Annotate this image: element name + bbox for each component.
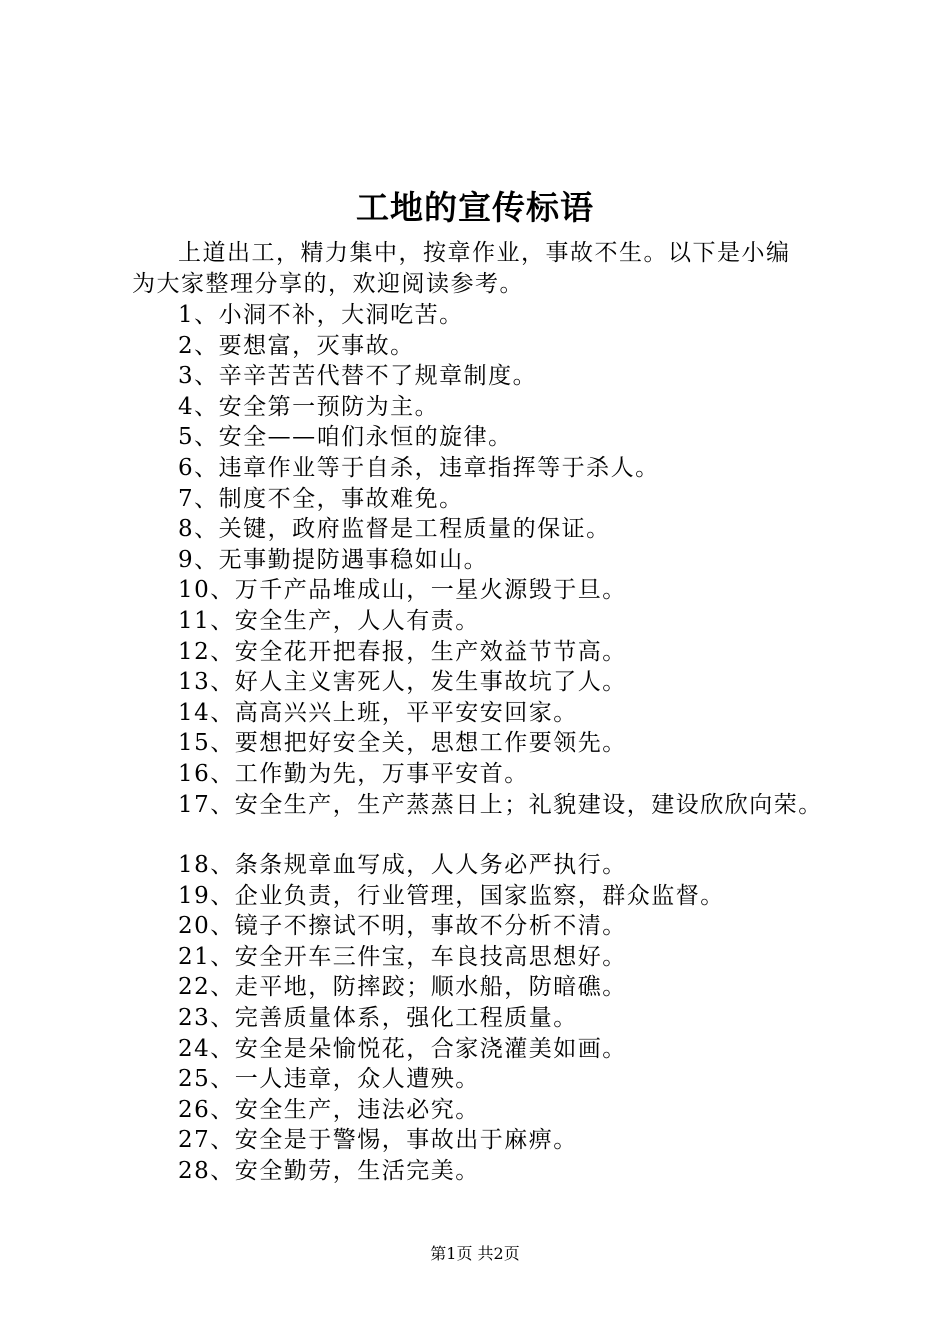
list-item: 1、小洞不补，大洞吃苦。: [178, 302, 464, 328]
list-item: 11、安全生产，人人有责。: [178, 607, 480, 634]
list-item: 23、完善质量体系，强化工程质量。: [178, 1005, 578, 1032]
list-item: 2、要想富，灭事故。: [178, 332, 415, 359]
list-item: 10、万千产品堆成山，一星火源毁于旦。: [178, 577, 627, 604]
list-item: 7、制度不全，事故难免。: [178, 485, 464, 512]
list-item: 6、违章作业等于自杀，违章指挥等于杀人。: [178, 454, 660, 481]
list-item: 5、安全——咱们永恒的旋律。: [178, 424, 513, 451]
intro-line-1: 上道出工，精力集中，按章作业，事故不生。以下是小编: [178, 240, 791, 266]
list-item: 9、无事勤提防遇事稳如山。: [178, 546, 489, 573]
list-item: 18、条条规章血写成，人人务必严执行。: [178, 852, 627, 879]
list-item: 22、走平地，防摔跤；顺水船，防暗礁。: [178, 974, 627, 1001]
list-item: 26、安全生产，违法必究。: [178, 1096, 480, 1123]
page-footer: 第1页 共2页: [430, 1244, 520, 1263]
slogan-list: [178, 300, 898, 1187]
list-item: 21、安全开车三件宝，车良技高思想好。: [178, 943, 627, 970]
list-item: 12、安全花开把春报，生产效益节节高。: [178, 638, 627, 665]
list-item: 20、镜子不擦试不明，事故不分析不清。: [178, 913, 627, 940]
list-item: 25、一人违章，众人遭殃。: [178, 1066, 480, 1093]
list-item: 28、安全勤劳，生活完美。: [178, 1158, 480, 1185]
page-title: 工地的宣传标语: [356, 188, 594, 227]
list-item: 14、高高兴兴上班，平平安安回家。: [178, 699, 578, 726]
list-item: 3、辛辛苦苦代替不了规章制度。: [178, 363, 538, 390]
intro-paragraph: [132, 238, 832, 300]
list-item: 13、好人主义害死人，发生事故坑了人。: [178, 669, 627, 696]
intro-line-2: 为大家整理分享的，欢迎阅读参考。: [132, 271, 524, 297]
list-item: 24、安全是朵愉悦花，合家浇灌美如画。: [178, 1035, 627, 1062]
list-item: 17、安全生产，生产蒸蒸日上；礼貌建设，建设欣欣向荣。: [178, 791, 823, 818]
list-item: 16、工作勤为先，万事平安首。: [178, 760, 529, 787]
list-item: 4、安全第一预防为主。: [178, 393, 440, 420]
list-item: 27、安全是于警惕，事故出于麻痹。: [178, 1127, 578, 1154]
list-item: 15、要想把好安全关，思想工作要领先。: [178, 730, 627, 757]
list-item: 8、关键，政府监督是工程质量的保证。: [178, 516, 611, 543]
list-item: 19、企业负责，行业管理，国家监察，群众监督。: [178, 882, 725, 909]
